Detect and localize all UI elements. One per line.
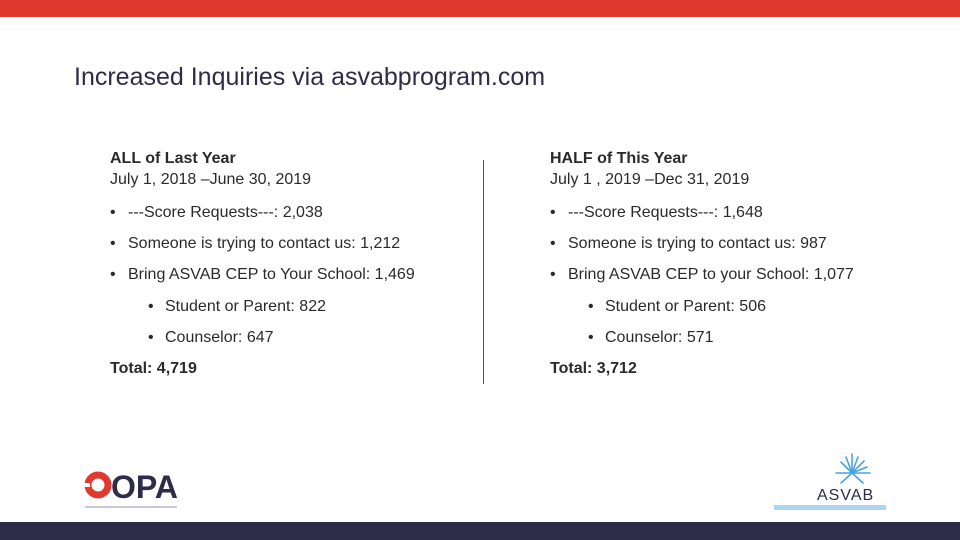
slide-title: Increased Inquiries via asvabprogram.com [74,63,546,91]
top-accent-bar [0,0,960,17]
opa-logo-icon [84,469,184,513]
this-year-column [550,148,950,377]
list-item: • Bring ASVAB CEP to your School: 1,077 [550,266,854,284]
last-year-header [110,148,510,190]
sub-list-item: • Student or Parent: 506 [550,298,766,316]
sub-list-item: • Counselor: 571 [550,329,714,347]
last-year-total: Total: 4,719 [110,360,197,377]
this-year-header [550,148,950,190]
bottom-accent-bar [0,522,960,540]
last-year-heading: ALL of Last Year [110,150,236,167]
last-year-dates: July 1, 2018 –June 30, 2019 [110,171,312,188]
this-year-heading: HALF of This Year [550,150,688,167]
list-item: • Bring ASVAB CEP to Your School: 1,469 [110,266,415,284]
this-year-total: Total: 3,712 [550,360,637,377]
sub-list-item: • Student or Parent: 822 [110,298,326,316]
asvab-starburst-icon [772,452,888,514]
list-item: • Someone is trying to contact us: 987 [550,235,827,253]
opa-logo-text: OPA [111,469,178,505]
column-divider [483,160,484,384]
sub-list-item: • Counselor: 647 [110,329,274,347]
list-item: • ---Score Requests---: 2,038 [110,204,323,222]
list-item: • Someone is trying to contact us: 1,212 [110,235,400,253]
last-year-column [110,148,510,377]
this-year-dates: July 1 , 2019 –Dec 31, 2019 [550,171,750,188]
list-item: • ---Score Requests---: 1,648 [550,204,763,222]
asvab-logo-text: ASVAB [817,487,875,504]
